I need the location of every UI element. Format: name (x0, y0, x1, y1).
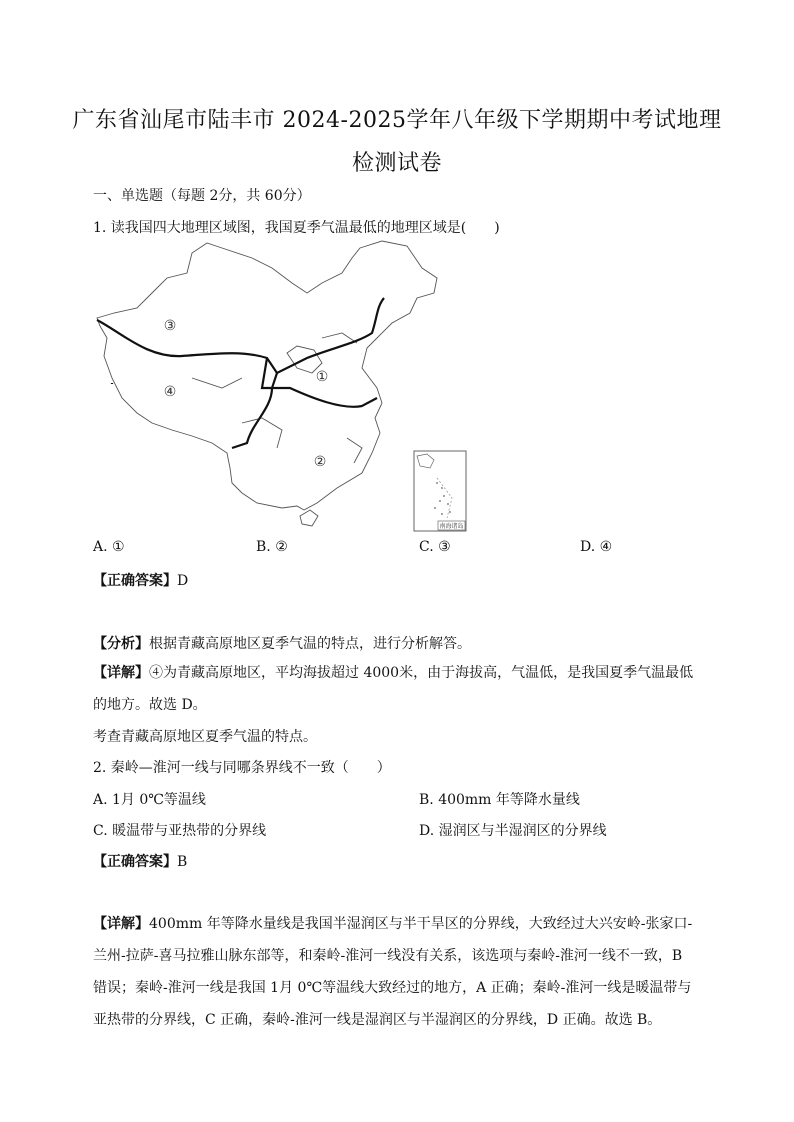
region-label-2: ② (313, 454, 327, 470)
q2-answer (93, 851, 187, 871)
china-outline (97, 241, 437, 510)
q1-note: 考查青藏高原地区夏季气温的特点。 (93, 729, 317, 745)
q2-option-d: D. 湿润区与半湿润区的分界线 (419, 823, 607, 839)
q1-analysis-tag: 【分析】 (93, 636, 149, 652)
q1-option-d: D. ④ (580, 539, 613, 555)
q1-detail-text: ④为青藏高原地区，平均海拔超过 4000米，由于海拔高，气温低，是我国夏季气温最低的地方。故选 D。 (93, 665, 694, 713)
page-title-line2: 检测试卷 (351, 151, 442, 176)
q2-answer-tag: 【正确答案】 (93, 854, 177, 870)
q1-option-c: C. ③ (419, 539, 451, 555)
boundary-tibet-south (232, 358, 272, 448)
q1-answer-tag: 【正确答案】 (93, 573, 177, 589)
page-title-line1: 广东省汕尾市陆丰市 2024-2025学年八年级下学期期中考试地理 (72, 108, 722, 133)
q2-answer-value: B (177, 854, 188, 870)
china-regions-map (92, 238, 472, 533)
q2-detail-text: 400mm 年等降水量线是我国半湿润区与半干旱区的分界线，大致经过大兴安岭-张家口-兰州-拉萨-喜马拉雅山脉东部等，和秦岭-淮河一线没有关系，该选项与秦岭-淮河一线不一致，B 错误；秦岭-淮河一线是我国 1月 0℃等温线大致经过的地方，A 正确；秦岭-淮河一线是暖温带与亚热带的分界线，C 正确，秦岭-淮河一线是湿润区与半湿润区的分界线，D 正确。故选 B。 (93, 916, 693, 1028)
q2-option-c: C. 暖温带与亚热带的分界线 (93, 823, 267, 839)
q2-detail-tag: 【详解】 (93, 916, 149, 932)
q1-analysis (93, 633, 471, 653)
inset-label: 南海诸岛 (439, 523, 464, 530)
q1-detail-tag: 【详解】 (93, 665, 149, 681)
q1-detail (93, 657, 699, 721)
boundary-north-northwest (97, 298, 384, 373)
region-label-4: ④ (163, 384, 177, 400)
section-heading: 一、单选题（每题 2分，共 60分） (93, 188, 311, 204)
question-2-stem: 2. 秦岭—淮河一线与同哪条界线不一致（ ） (93, 760, 391, 776)
region-label-1: ① (315, 369, 329, 385)
south-sea-inset (414, 451, 466, 531)
hainan-island (300, 510, 318, 526)
q1-analysis-text: 根据青藏高原地区夏季气温的特点，进行分析解答。 (149, 636, 471, 652)
q2-option-a: A. 1月 0℃等温线 (93, 792, 206, 808)
region-label-3: ③ (163, 318, 177, 334)
q1-answer (93, 570, 188, 590)
question-1-stem: 1. 读我国四大地理区域图，我国夏季气温最低的地理区域是( ) (93, 220, 500, 236)
q1-answer-value: D (177, 573, 189, 589)
q1-option-a: A. ① (93, 539, 125, 555)
q2-detail (93, 908, 699, 1036)
q2-option-b: B. 400mm 年等降水量线 (419, 792, 580, 808)
q1-option-b: B. ② (256, 539, 288, 555)
